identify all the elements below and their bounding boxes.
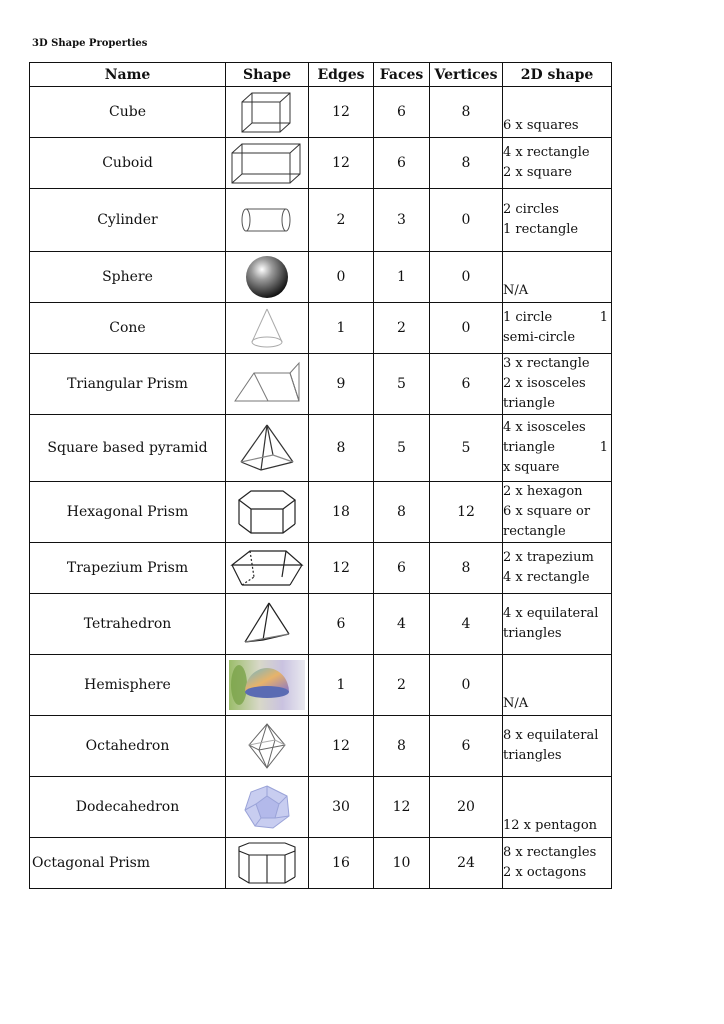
vertices-value: 6 [430, 716, 503, 777]
header-faces: Faces [374, 63, 430, 87]
table-row [30, 482, 612, 543]
edges-value: 30 [309, 777, 374, 838]
table-row [30, 415, 612, 482]
table-row [30, 777, 612, 838]
faces-value: 6 [374, 543, 430, 594]
shape-image [226, 354, 309, 415]
faces-value: 6 [374, 138, 430, 189]
table-row [30, 87, 612, 138]
table-row [30, 303, 612, 354]
octahedron-icon [245, 721, 289, 771]
edges-value: 1 [309, 655, 374, 716]
header-name: Name [30, 63, 226, 87]
dodecahedron-icon [241, 784, 293, 830]
table-row [30, 138, 612, 189]
two-d-shape: 12 x pentagon [503, 777, 612, 838]
faces-value: 5 [374, 415, 430, 482]
shape-image [226, 594, 309, 655]
shape-image [226, 482, 309, 543]
shape-name: Cylinder [30, 189, 226, 252]
shape-image [226, 543, 309, 594]
vertices-value: 0 [430, 252, 503, 303]
two-d-shape: 2 x hexagon 6 x square or rectangle [503, 482, 612, 543]
vertices-value: 4 [430, 594, 503, 655]
vertices-value: 6 [430, 354, 503, 415]
faces-value: 10 [374, 838, 430, 889]
page-title: 3D Shape Properties [32, 38, 148, 49]
faces-value: 4 [374, 594, 430, 655]
two-d-shape: 8 x equilateral triangles [503, 716, 612, 777]
edges-value: 9 [309, 354, 374, 415]
table-row [30, 655, 612, 716]
cylinder-icon [240, 205, 294, 235]
header-edges: Edges [309, 63, 374, 87]
shape-name: Octagonal Prism [30, 838, 226, 889]
table-row [30, 543, 612, 594]
vertices-value: 0 [430, 303, 503, 354]
shape-image [226, 189, 309, 252]
cone-icon [247, 306, 287, 350]
edges-value: 0 [309, 252, 374, 303]
header-2d-shape: 2D shape [503, 63, 612, 87]
edges-value: 1 [309, 303, 374, 354]
shape-properties-table [29, 62, 612, 889]
edges-value: 8 [309, 415, 374, 482]
trapezium-prism-icon [228, 547, 306, 589]
shape-name: Tetrahedron [30, 594, 226, 655]
faces-value: 3 [374, 189, 430, 252]
edges-value: 12 [309, 543, 374, 594]
shape-name: Octahedron [30, 716, 226, 777]
two-d-shape: 3 x rectangle 2 x isosceles triangle [503, 354, 612, 415]
two-d-shape: N/A [503, 655, 612, 716]
shape-name: Hexagonal Prism [30, 482, 226, 543]
vertices-value: 20 [430, 777, 503, 838]
two-d-shape: 4 x equilateral triangles [503, 594, 612, 655]
shape-name: Triangular Prism [30, 354, 226, 415]
two-d-shape: 1 circle 1 semi-circle [503, 303, 612, 354]
faces-value: 2 [374, 303, 430, 354]
table-row [30, 354, 612, 415]
shape-name: Cone [30, 303, 226, 354]
shape-image [226, 303, 309, 354]
faces-value: 5 [374, 354, 430, 415]
cube-icon [239, 90, 295, 134]
shape-name: Sphere [30, 252, 226, 303]
shape-name: Cuboid [30, 138, 226, 189]
shape-image [226, 87, 309, 138]
table-row [30, 716, 612, 777]
vertices-value: 0 [430, 189, 503, 252]
tetrahedron-icon [241, 600, 293, 648]
faces-value: 8 [374, 482, 430, 543]
vertices-value: 0 [430, 655, 503, 716]
edges-value: 6 [309, 594, 374, 655]
shape-image [226, 716, 309, 777]
table-row [30, 838, 612, 889]
table-row [30, 252, 612, 303]
shape-image [226, 838, 309, 889]
vertices-value: 8 [430, 138, 503, 189]
faces-value: 12 [374, 777, 430, 838]
shape-name: Trapezium Prism [30, 543, 226, 594]
edges-value: 16 [309, 838, 374, 889]
shape-image [226, 252, 309, 303]
two-d-shape: 2 x trapezium 4 x rectangle [503, 543, 612, 594]
faces-value: 1 [374, 252, 430, 303]
shape-image [226, 655, 309, 716]
edges-value: 2 [309, 189, 374, 252]
header-vertices: Vertices [430, 63, 503, 87]
table-row [30, 594, 612, 655]
shape-name: Hemisphere [30, 655, 226, 716]
faces-value: 2 [374, 655, 430, 716]
vertices-value: 5 [430, 415, 503, 482]
edges-value: 12 [309, 87, 374, 138]
edges-value: 12 [309, 138, 374, 189]
faces-value: 6 [374, 87, 430, 138]
shape-name: Dodecahedron [30, 777, 226, 838]
shape-name: Square based pyramid [30, 415, 226, 482]
faces-value: 8 [374, 716, 430, 777]
square-pyramid-icon [237, 422, 297, 474]
two-d-shape: 4 x rectangle 2 x square [503, 138, 612, 189]
two-d-shape: 6 x squares [503, 87, 612, 138]
vertices-value: 24 [430, 838, 503, 889]
vertices-value: 8 [430, 87, 503, 138]
shape-name: Cube [30, 87, 226, 138]
shape-image [226, 138, 309, 189]
hexagonal-prism-icon [235, 488, 299, 536]
two-d-shape: 8 x rectangles 2 x octagons [503, 838, 612, 889]
two-d-shape: N/A [503, 252, 612, 303]
table-header-row [30, 63, 612, 87]
shape-image [226, 777, 309, 838]
hemisphere-icon [229, 660, 305, 710]
edges-value: 18 [309, 482, 374, 543]
two-d-shape: 4 x isosceles triangle 1 x square [503, 415, 612, 482]
vertices-value: 8 [430, 543, 503, 594]
sphere-icon [243, 254, 291, 300]
table-row [30, 189, 612, 252]
octagonal-prism-icon [235, 840, 299, 886]
cuboid-icon [230, 141, 304, 185]
edges-value: 12 [309, 716, 374, 777]
shape-image [226, 415, 309, 482]
vertices-value: 12 [430, 482, 503, 543]
two-d-shape: 2 circles 1 rectangle [503, 189, 612, 252]
triangular-prism-icon [232, 361, 302, 407]
header-shape: Shape [226, 63, 309, 87]
